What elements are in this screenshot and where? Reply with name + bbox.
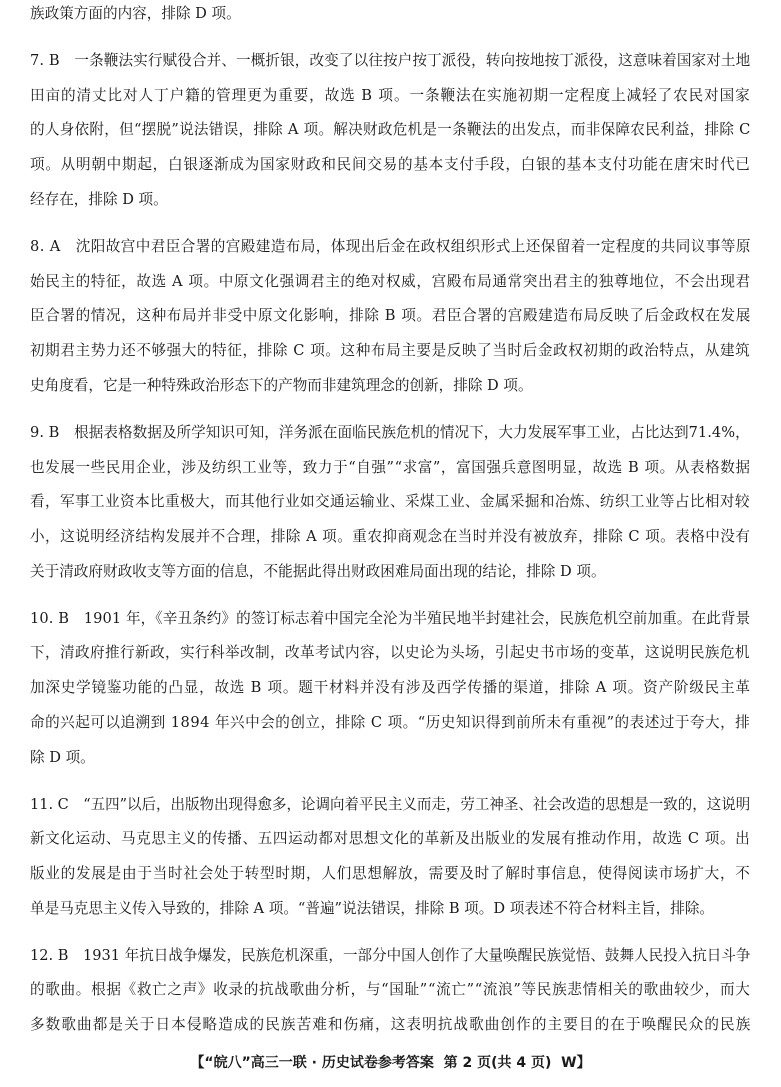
text-line: 始民主的特征，故选 A 项。中原文化强调君主的绝对权威，宫殿布局通常突出君主的独尊地位，不会出现君 — [30, 273, 751, 290]
text-line: 多数歌曲都是关于日本侵略造成的民族苦难和伤痛，这表明抗战歌曲创作的主要目的在于唤醒民众的民族 — [30, 1016, 752, 1033]
text-line: 的人身依附，但“摆脱”说法错误，排除 A 项。解决财政危机是一条鞭法的出发点，而非保障农民利益，排除 C — [30, 121, 751, 138]
text-line: 田亩的清丈比对人丁户籍的管理更为重要，故选 B 项。一条鞭法在实施初期一定程度上减轻了农民对国家 — [30, 87, 751, 104]
footer-mark: W】 — [561, 1055, 591, 1071]
text-line: 除 D 项。 — [30, 749, 95, 766]
text-line: 小，这说明经济结构发展并不合理，排除 A 项。重农抑商观念在当时并没有被放弃，排除 C 项。表格中没有 — [30, 528, 751, 545]
text-line: 11. C “五四”以后，出版物出现得愈多，论调向着平民主义而走，劳工神圣、社会改造的思想是一致的，这说明 — [30, 796, 751, 813]
text-line: 关于清政府财政收支等方面的信息，不能据此得出财政困难局面出现的结论，排除 D 项。 — [30, 563, 606, 580]
text-line: 版业的发展是由于当时社会处于转型时期，人们思想解放，需要及时了解时事信息，使得阅读市场扩大，不 — [30, 865, 751, 882]
text-line: 臣合署的情况，这种布局并非受中原文化影响，排除 B 项。君臣合署的宫殿建造布局反映了后金政权在发展 — [30, 307, 751, 324]
text-line: 也发展一些民用企业，涉及纺织工业等，致力于“自强”“求富”，富国强兵意图明显，故选 B 项。从表格数据 — [30, 459, 751, 476]
footer-page-number: 第 2 页(共 4 页) — [443, 1055, 552, 1071]
text-line: 9. B 根据表格数据及所学知识可知，洋务派在面临民族危机的情况下，大力发展军事工业，占比达到71.4%， — [30, 424, 750, 441]
text-line: 10. B 1901 年，《辛丑条约》的签订标志着中国完全沦为半殖民地半封建社会，民族危机空前加重。在此背景 — [30, 610, 751, 627]
text-line: 初期君主势力还不够强大的特征，排除 C 项。这种布局主要是反映了当时后金政权初期的政治特点，从建筑 — [30, 342, 751, 359]
text-line: 族政策方面的内容，排除 D 项。 — [30, 5, 241, 22]
text-line: 7. B 一条鞭法实行赋役合并、一概折银，改变了以往按户按丁派役，转向按地按丁派役，这意味着国家对土地 — [30, 52, 751, 69]
text-line: 项。从明朝中期起，白银逐渐成为国家财政和民间交易的基本支付手段，白银的基本支付功能在唐宋时代已 — [30, 156, 751, 173]
text-line: 加深史学镜鉴功能的凸显，故选 B 项。题干材料并没有涉及西学传播的渠道，排除 A 项。资产阶级民主革 — [30, 679, 751, 696]
footer-title: 【“皖八”高三一联 · 历史试卷参考答案 — [190, 1055, 434, 1071]
text-line: 的歌曲。根据《救亡之声》收录的抗战歌曲分析，与“国耻”“流亡”“流浪”等民族悲情相关的歌曲较少，而大 — [30, 981, 751, 998]
text-line: 12. B 1931 年抗日战争爆发，民族危机深重，一部分中国人创作了大量唤醒民族觉悟、鼓舞人民投入抗日斗争 — [30, 947, 751, 964]
text-line: 命的兴起可以追溯到 1894 年兴中会的创立，排除 C 项。“历史知识得到前所未有重视”的表述过于夸大，排 — [30, 714, 751, 731]
text-line: 下，清政府推行新政，实行科举改制，改革考试内容，以史论为头场，引起史书市场的变革，这说明民族危机 — [30, 644, 750, 661]
text-line: 8. A 沈阳故宫中君臣合署的宫殿建造布局，体现出后金在政权组织形式上还保留着一定程度的共同议事等原 — [30, 238, 751, 255]
text-line: 新文化运动、马克思主义的传播、五四运动都对思想文化的革新及出版业的发展有推动作用，故选 C 项。出 — [30, 830, 751, 847]
text-line: 看，军事工业资本比重极大，而其他行业如交通运输业、采煤工业、金属采掘和冶炼、纺织工业等占比相对较 — [30, 493, 750, 510]
page-footer — [0, 1052, 781, 1072]
text-line: 单是马克思主义传入导致的，排除 A 项。“普遍”说法错误，排除 B 项。D 项表述不符合材料主旨，排除。 — [30, 900, 715, 917]
text-line: 经存在，排除 D 项。 — [30, 191, 168, 208]
text-line: 史角度看，它是一种特殊政治形态下的产物而非建筑理念的创新，排除 D 项。 — [30, 377, 533, 394]
